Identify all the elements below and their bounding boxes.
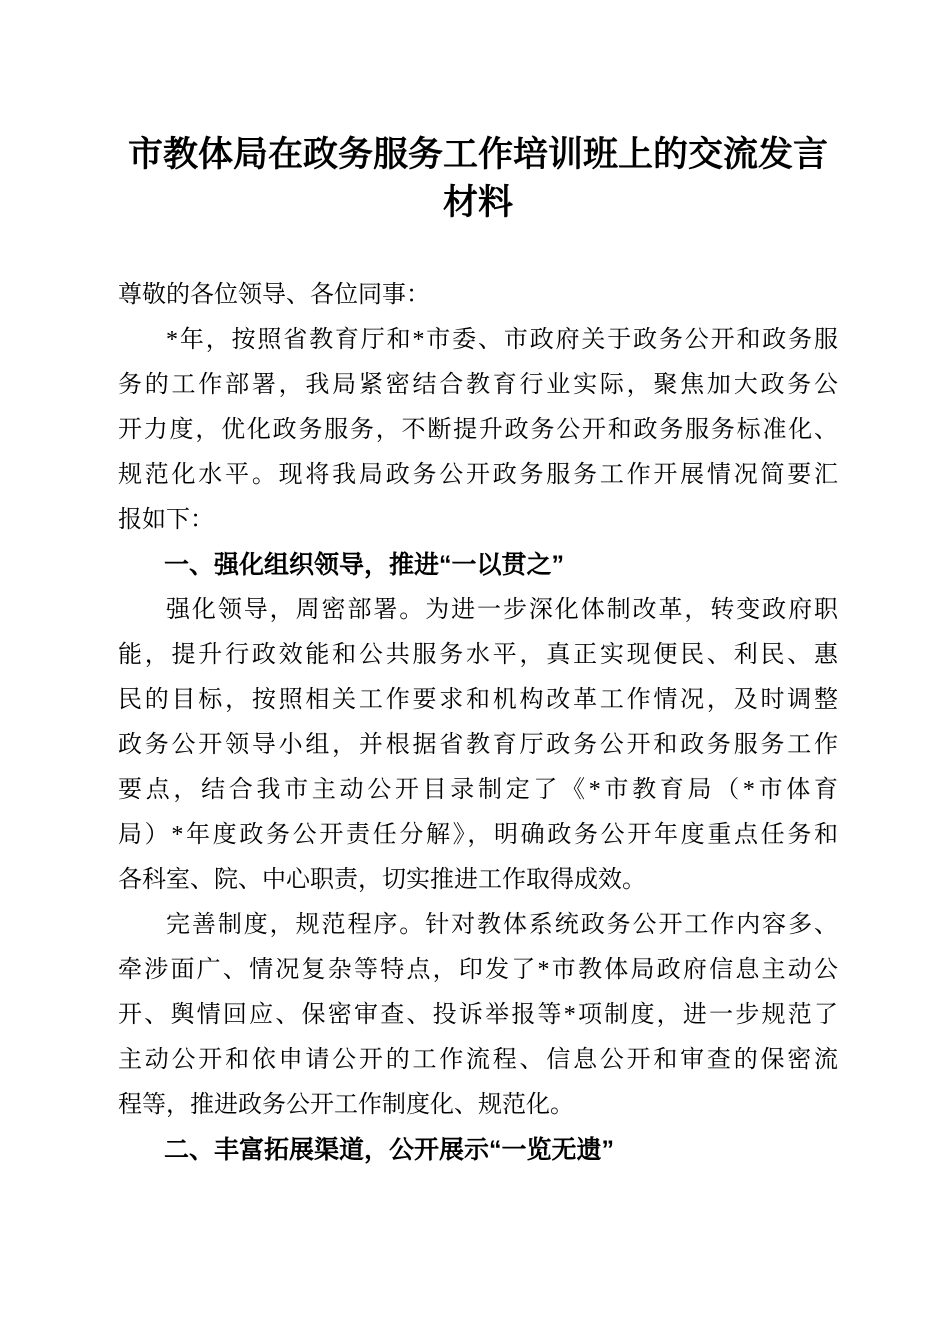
paragraph-line: 民的目标，按照相关工作要求和机构改革工作情况，及时调整 bbox=[118, 687, 838, 713]
title-line-2: 材料 bbox=[442, 183, 513, 222]
paragraph-line: 能，提升行政效能和公共服务水平，真正实现便民、利民、惠 bbox=[118, 642, 838, 668]
paragraph-line: 政务公开领导小组，并根据省教育厅政务公开和政务服务工作 bbox=[118, 732, 838, 758]
paragraph-line: 牵涉面广、情况复杂等特点，印发了*市教体局政府信息主动公 bbox=[118, 957, 838, 983]
document-title bbox=[118, 131, 838, 227]
paragraph-line: 程等，推进政务公开工作制度化、规范化。 bbox=[118, 1092, 574, 1118]
paragraph-line: 强化领导，周密部署。为进一步深化体制改革，转变政府职 bbox=[166, 597, 838, 623]
paragraph-line: 主动公开和依申请公开的工作流程、信息公开和审查的保密流 bbox=[118, 1047, 838, 1073]
section-heading-2: 二、丰富拓展渠道，公开展示“一览无遗” bbox=[164, 1136, 615, 1164]
paragraph-line: 各科室、院、中心职责，切实推进工作取得成效。 bbox=[118, 867, 646, 893]
paragraph-line: 要点，结合我市主动公开目录制定了《*市教育局（*市体育 bbox=[118, 777, 838, 803]
document-body bbox=[118, 273, 838, 1173]
paragraph-line: 规范化水平。现将我局政务公开政务服务工作开展情况简要汇 bbox=[118, 462, 838, 488]
paragraph-line: 务的工作部署，我局紧密结合教育行业实际，聚焦加大政务公 bbox=[118, 372, 838, 398]
paragraph-line: 开力度，优化政务服务，不断提升政务公开和政务服务标准化、 bbox=[118, 417, 838, 443]
paragraph-intro bbox=[118, 318, 838, 543]
paragraph-line: *年，按照省教育厅和*市委、市政府关于政务公开和政务服 bbox=[166, 327, 838, 353]
paragraph-line: 局）*年度政务公开责任分解》，明确政务公开年度重点任务和 bbox=[118, 822, 838, 848]
paragraph-line: 报如下： bbox=[118, 507, 214, 533]
section-heading-1: 一、强化组织领导，推进“一以贯之” bbox=[164, 551, 565, 579]
paragraph-line: 完善制度，规范程序。针对教体系统政务公开工作内容多、 bbox=[166, 912, 838, 938]
paragraph-section1b bbox=[118, 903, 838, 1128]
title-line-1: 市教体局在政务服务工作培训班上的交流发言 bbox=[127, 135, 828, 174]
salutation-line: 尊敬的各位领导、各位同事： bbox=[118, 282, 430, 308]
paragraph-line: 开、舆情回应、保密审查、投诉举报等*项制度，进一步规范了 bbox=[118, 1002, 838, 1028]
paragraph-section1a bbox=[118, 588, 838, 903]
